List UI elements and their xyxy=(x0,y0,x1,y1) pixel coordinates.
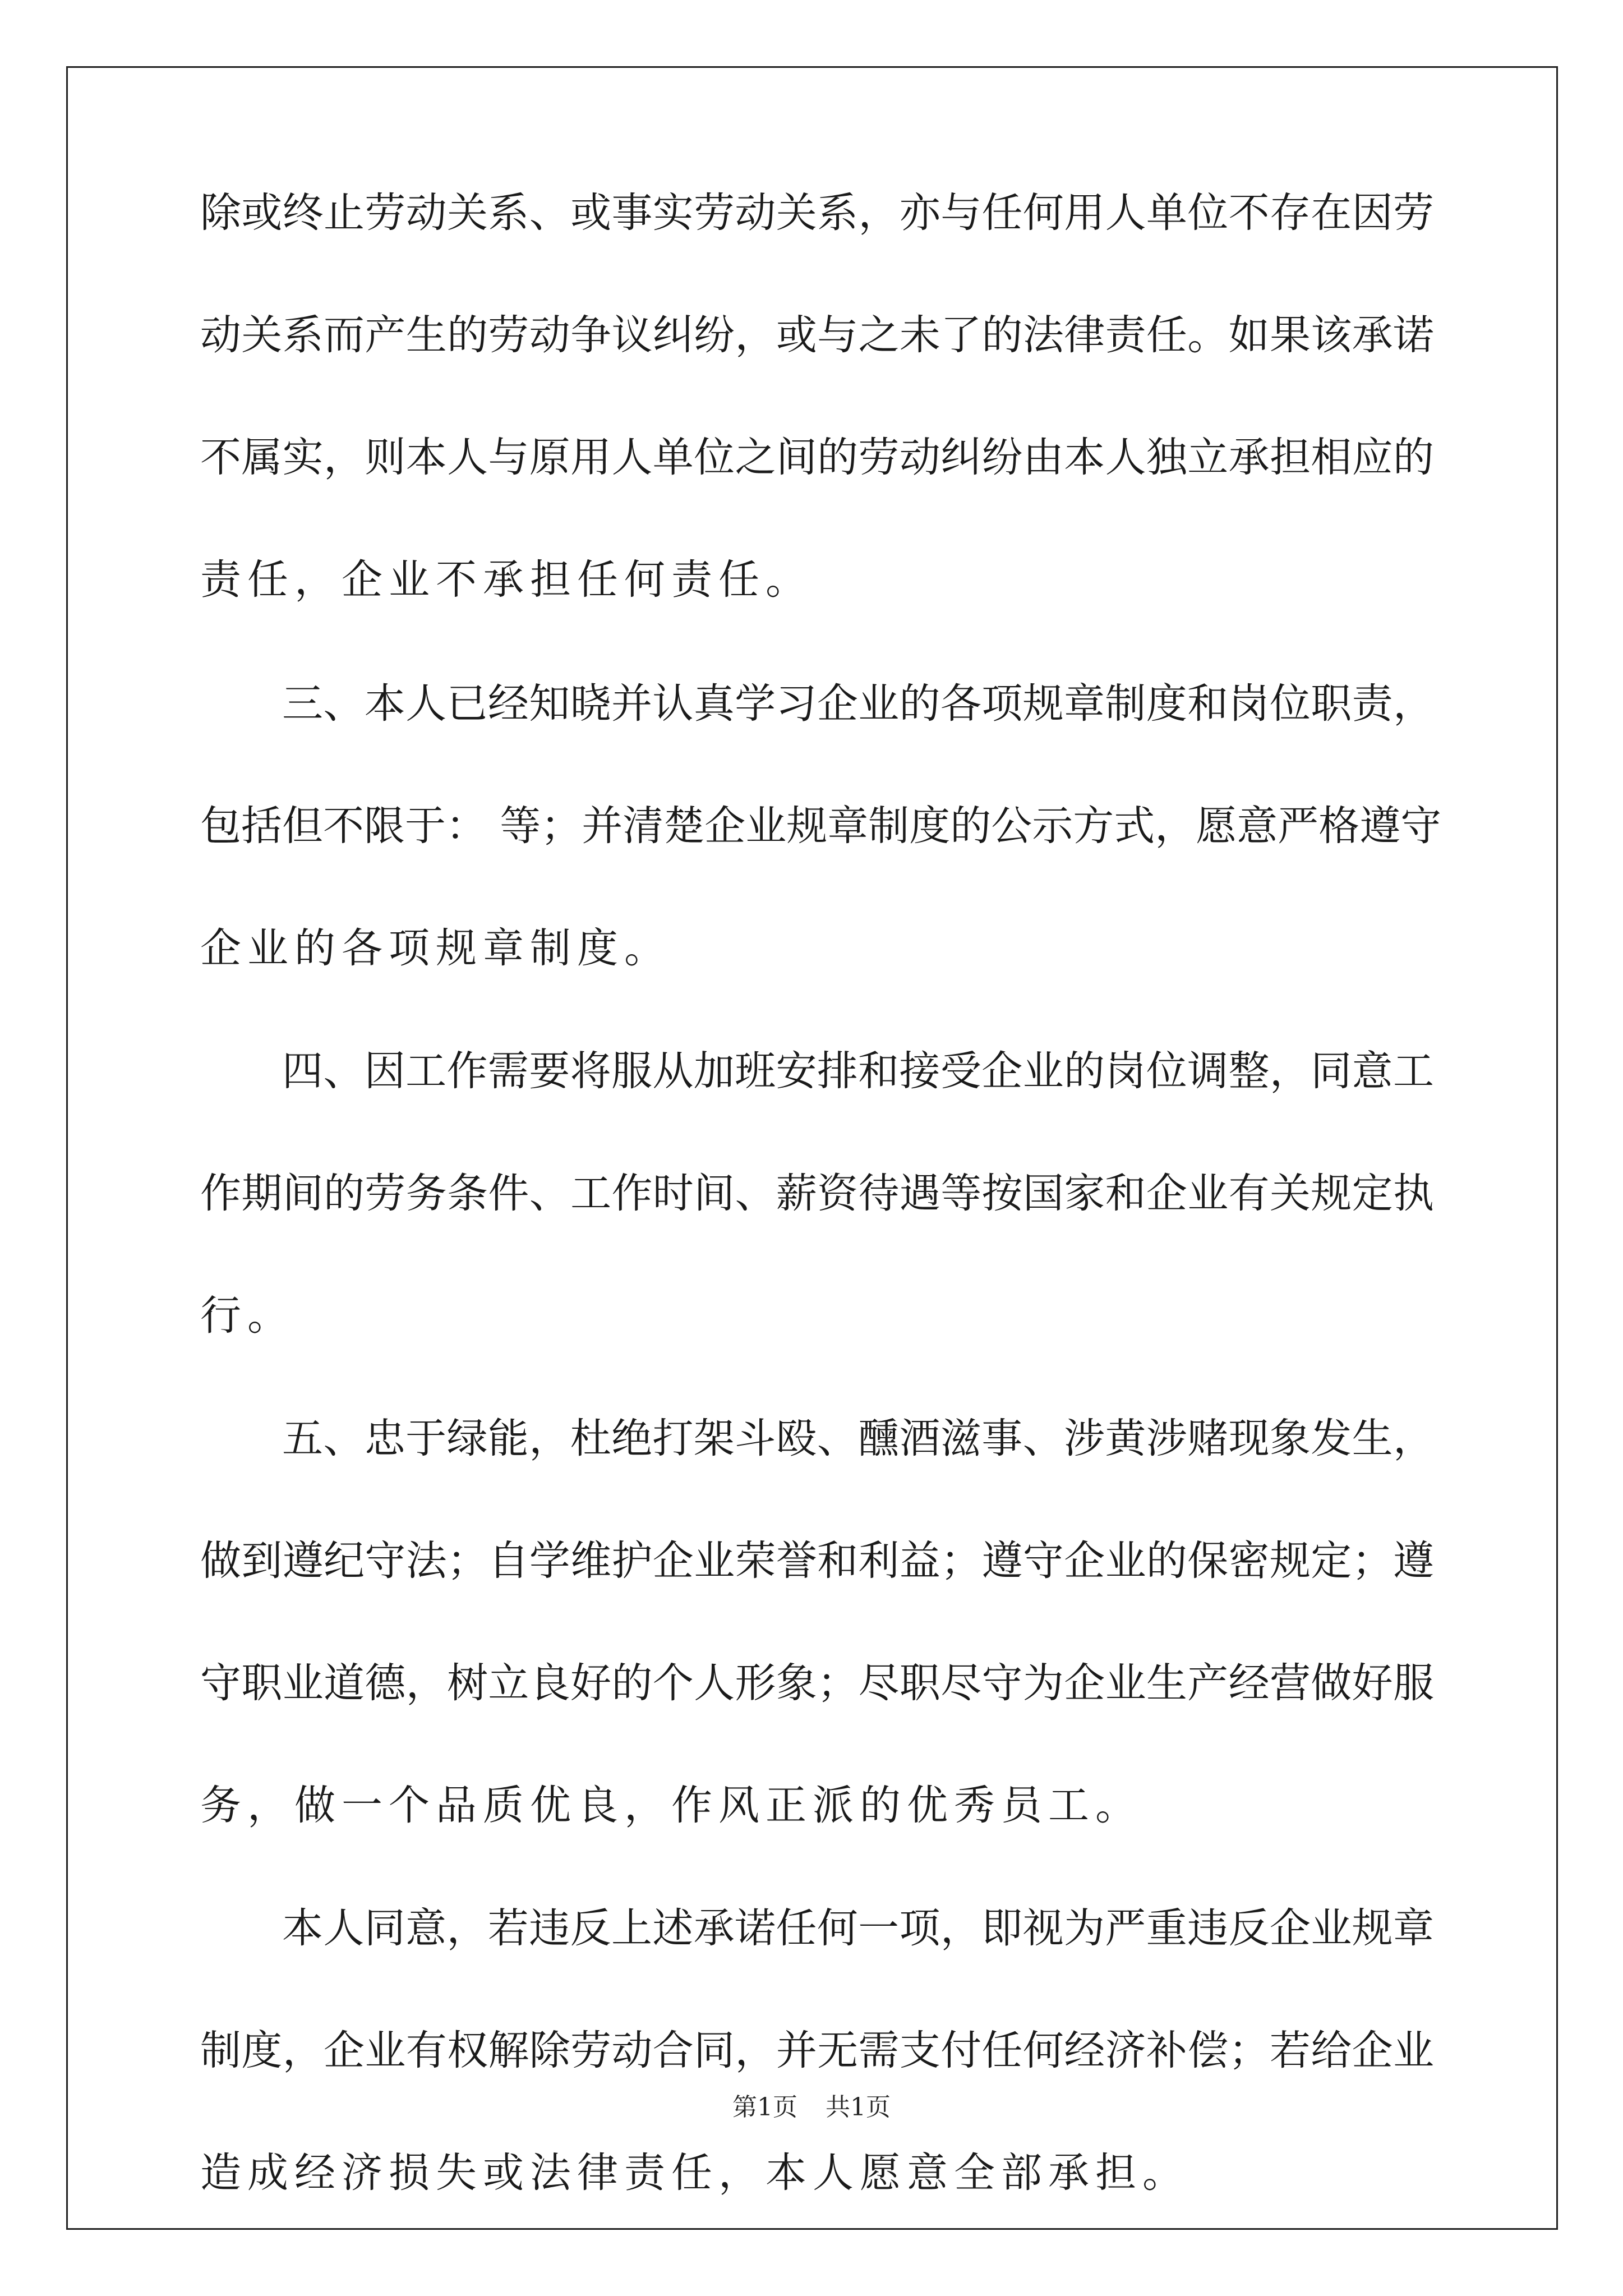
text-line: 包括但不限于： 等；并清楚企业规章制度的公示方式，愿意严格遵守 xyxy=(200,802,1442,850)
text-line: 行。 xyxy=(200,1292,294,1340)
text-line: 责任，企业不承担任何责任。 xyxy=(200,556,813,604)
text-line: 守职业道德，树立良好的个人形象；尽职尽守为企业生产经营做好服 xyxy=(200,1659,1434,1707)
page-number: 第1页 xyxy=(732,2093,797,2122)
text-line: 五、忠于绿能，杜绝打架斗殴、醺酒滋事、涉黄涉赌现象发生， xyxy=(282,1415,1434,1462)
page-footer xyxy=(0,2087,1623,2123)
text-line: 本人同意，若违反上述承诺任何一项，即视为严重违反企业规章 xyxy=(282,1904,1434,1952)
page-total: 共1页 xyxy=(826,2093,891,2122)
text-line: 不属实，则本人与原用人单位之间的劳动纠纷由本人独立承担相应的 xyxy=(200,434,1434,481)
text-line: 三、本人已经知晓并认真学习企业的各项规章制度和岗位职责， xyxy=(282,680,1434,728)
text-line: 除或终止劳动关系、或事实劳动关系，亦与任何用人单位不存在因劳 xyxy=(200,189,1434,237)
text-line: 做到遵纪守法；自学维护企业荣誉和利益；遵守企业的保密规定；遵 xyxy=(200,1537,1434,1585)
text-line: 企业的各项规章制度。 xyxy=(200,924,671,972)
text-line: 务，做一个品质优良，作风正派的优秀员工。 xyxy=(200,1782,1142,1829)
text-line: 作期间的劳务条件、工作时间、薪资待遇等按国家和企业有关规定执 xyxy=(200,1170,1434,1217)
text-line: 制度，企业有权解除劳动合同，并无需支付任何经济补偿；若给企业 xyxy=(200,2027,1434,2074)
text-line: 四、因工作需要将服从加班安排和接受企业的岗位调整，同意工 xyxy=(282,1047,1434,1095)
text-line: 动关系而产生的劳动争议纠纷，或与之未了的法律责任。如果该承诺 xyxy=(200,311,1434,359)
text-line: 造成经济损失或法律责任，本人愿意全部承担。 xyxy=(200,2149,1189,2197)
